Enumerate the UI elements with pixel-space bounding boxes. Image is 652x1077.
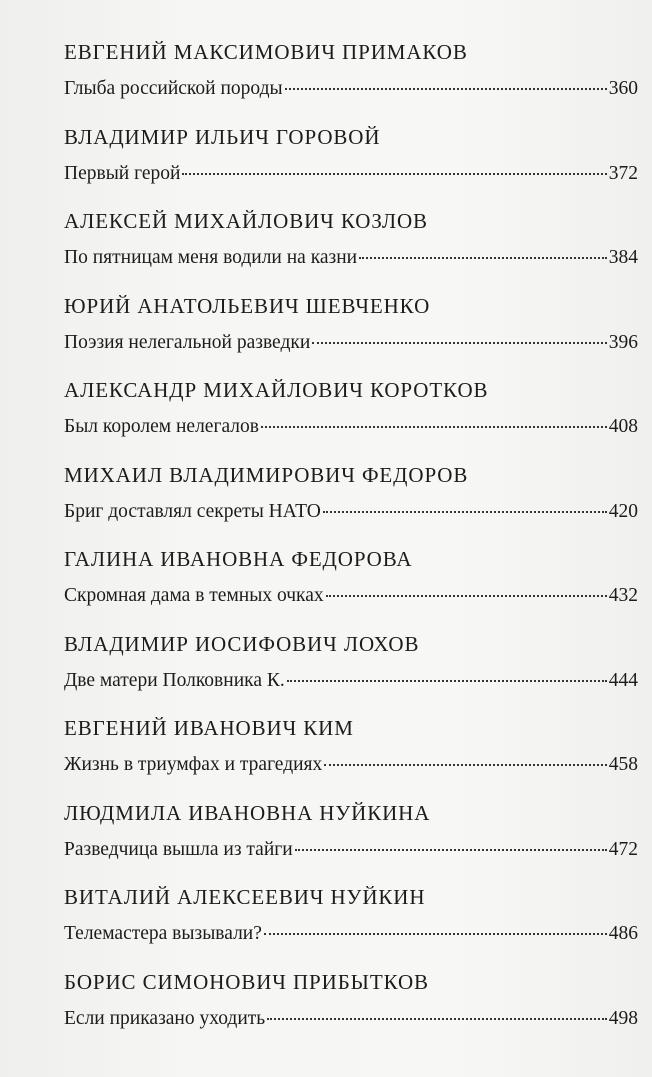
dot-leader — [359, 257, 607, 259]
toc-line — [64, 157, 638, 191]
dot-leader — [261, 426, 607, 428]
toc-author: АЛЕКСЕЙ МИХАЙЛОВИЧ КОЗЛОВ — [64, 209, 428, 233]
toc-page-number: 420 — [608, 500, 638, 522]
toc-entry — [64, 370, 638, 455]
toc-entry — [64, 539, 638, 624]
toc-author: ВЛАДИМИР ИОСИФОВИЧ ЛОХОВ — [64, 631, 420, 656]
dot-leader — [326, 595, 607, 597]
toc-title: Бриг доставлял секреты НАТО — [64, 500, 321, 522]
toc-page-number: 360 — [608, 78, 638, 99]
toc-line — [64, 664, 638, 698]
toc-author: ЕВГЕНИЙ ИВАНОВИЧ КИМ — [64, 716, 354, 740]
toc-line — [64, 410, 638, 444]
toc-line — [64, 1002, 638, 1036]
toc-page-number: 458 — [608, 754, 638, 775]
toc-line — [64, 748, 638, 782]
toc-title: Глыба российской породы — [64, 78, 283, 99]
toc-entry — [64, 877, 638, 962]
toc-page-number: 408 — [608, 416, 638, 437]
toc-line — [64, 833, 638, 867]
toc-title: Разведчица вышла из тайги — [64, 838, 293, 860]
dot-leader — [285, 88, 607, 90]
toc-line — [64, 326, 638, 360]
toc-page-number: 432 — [608, 585, 638, 606]
toc-entry — [64, 455, 638, 540]
toc-page-number: 444 — [608, 669, 638, 691]
dot-leader — [295, 849, 607, 851]
toc-author: ВЛАДИМИР ИЛЬИЧ ГОРОВОЙ — [64, 124, 381, 149]
toc-entry — [64, 286, 638, 371]
toc-entry — [64, 117, 638, 202]
toc-entry — [64, 962, 638, 1047]
dot-leader — [312, 342, 606, 344]
toc-author: МИХАИЛ ВЛАДИМИРОВИЧ ФЕДОРОВ — [64, 462, 469, 487]
toc-title: Первый герой — [64, 162, 181, 184]
toc-title: Две матери Полковника К. — [64, 669, 285, 691]
dot-leader — [324, 764, 606, 766]
toc-line — [64, 241, 638, 275]
dot-leader — [287, 680, 607, 682]
toc-line — [64, 495, 638, 529]
toc-entry — [64, 624, 638, 709]
toc-page-number: 384 — [608, 247, 638, 268]
dot-leader — [323, 511, 607, 513]
toc-title: Поэзия нелегальной разведки — [64, 331, 311, 353]
toc-page-number: 498 — [608, 1007, 638, 1029]
dot-leader — [267, 1018, 607, 1020]
toc-author: ЛЮДМИЛА ИВАНОВНА НУЙКИНА — [64, 800, 431, 825]
toc-entry — [64, 32, 638, 117]
toc-author: ГАЛИНА ИВАНОВНА ФЕДОРОВА — [64, 547, 413, 571]
toc-line — [64, 917, 638, 951]
toc-title: По пятницам меня водили на казни — [64, 247, 358, 268]
dot-leader — [182, 173, 606, 175]
toc-title: Жизнь в триумфах и трагедиях — [64, 754, 323, 775]
toc-author: ЮРИЙ АНАТОЛЬЕВИЧ ШЕВЧЕНКО — [64, 293, 431, 318]
toc-entry — [64, 708, 638, 793]
toc-author: АЛЕКСАНДР МИХАЙЛОВИЧ КОРОТКОВ — [64, 378, 489, 402]
toc-page-number: 372 — [608, 162, 638, 184]
toc-title: Скромная дама в темных очках — [64, 585, 324, 606]
toc-author: ЕВГЕНИЙ МАКСИМОВИЧ ПРИМАКОВ — [64, 40, 468, 64]
toc-title: Был королем нелегалов — [64, 416, 259, 437]
table-of-contents — [64, 32, 638, 1046]
toc-author: БОРИС СИМОНОВИЧ ПРИБЫТКОВ — [64, 969, 429, 994]
toc-entry — [64, 201, 638, 286]
toc-page-number: 396 — [608, 331, 638, 353]
toc-page-number: 472 — [608, 838, 638, 860]
toc-line — [64, 579, 638, 613]
toc-title: Телемастера вызывали? — [64, 923, 262, 944]
toc-line — [64, 72, 638, 106]
toc-title: Если приказано уходить — [64, 1007, 266, 1029]
dot-leader — [264, 933, 607, 935]
toc-page-number: 486 — [608, 923, 638, 944]
toc-author: ВИТАЛИЙ АЛЕКСЕЕВИЧ НУЙКИН — [64, 885, 426, 909]
toc-entry — [64, 793, 638, 878]
